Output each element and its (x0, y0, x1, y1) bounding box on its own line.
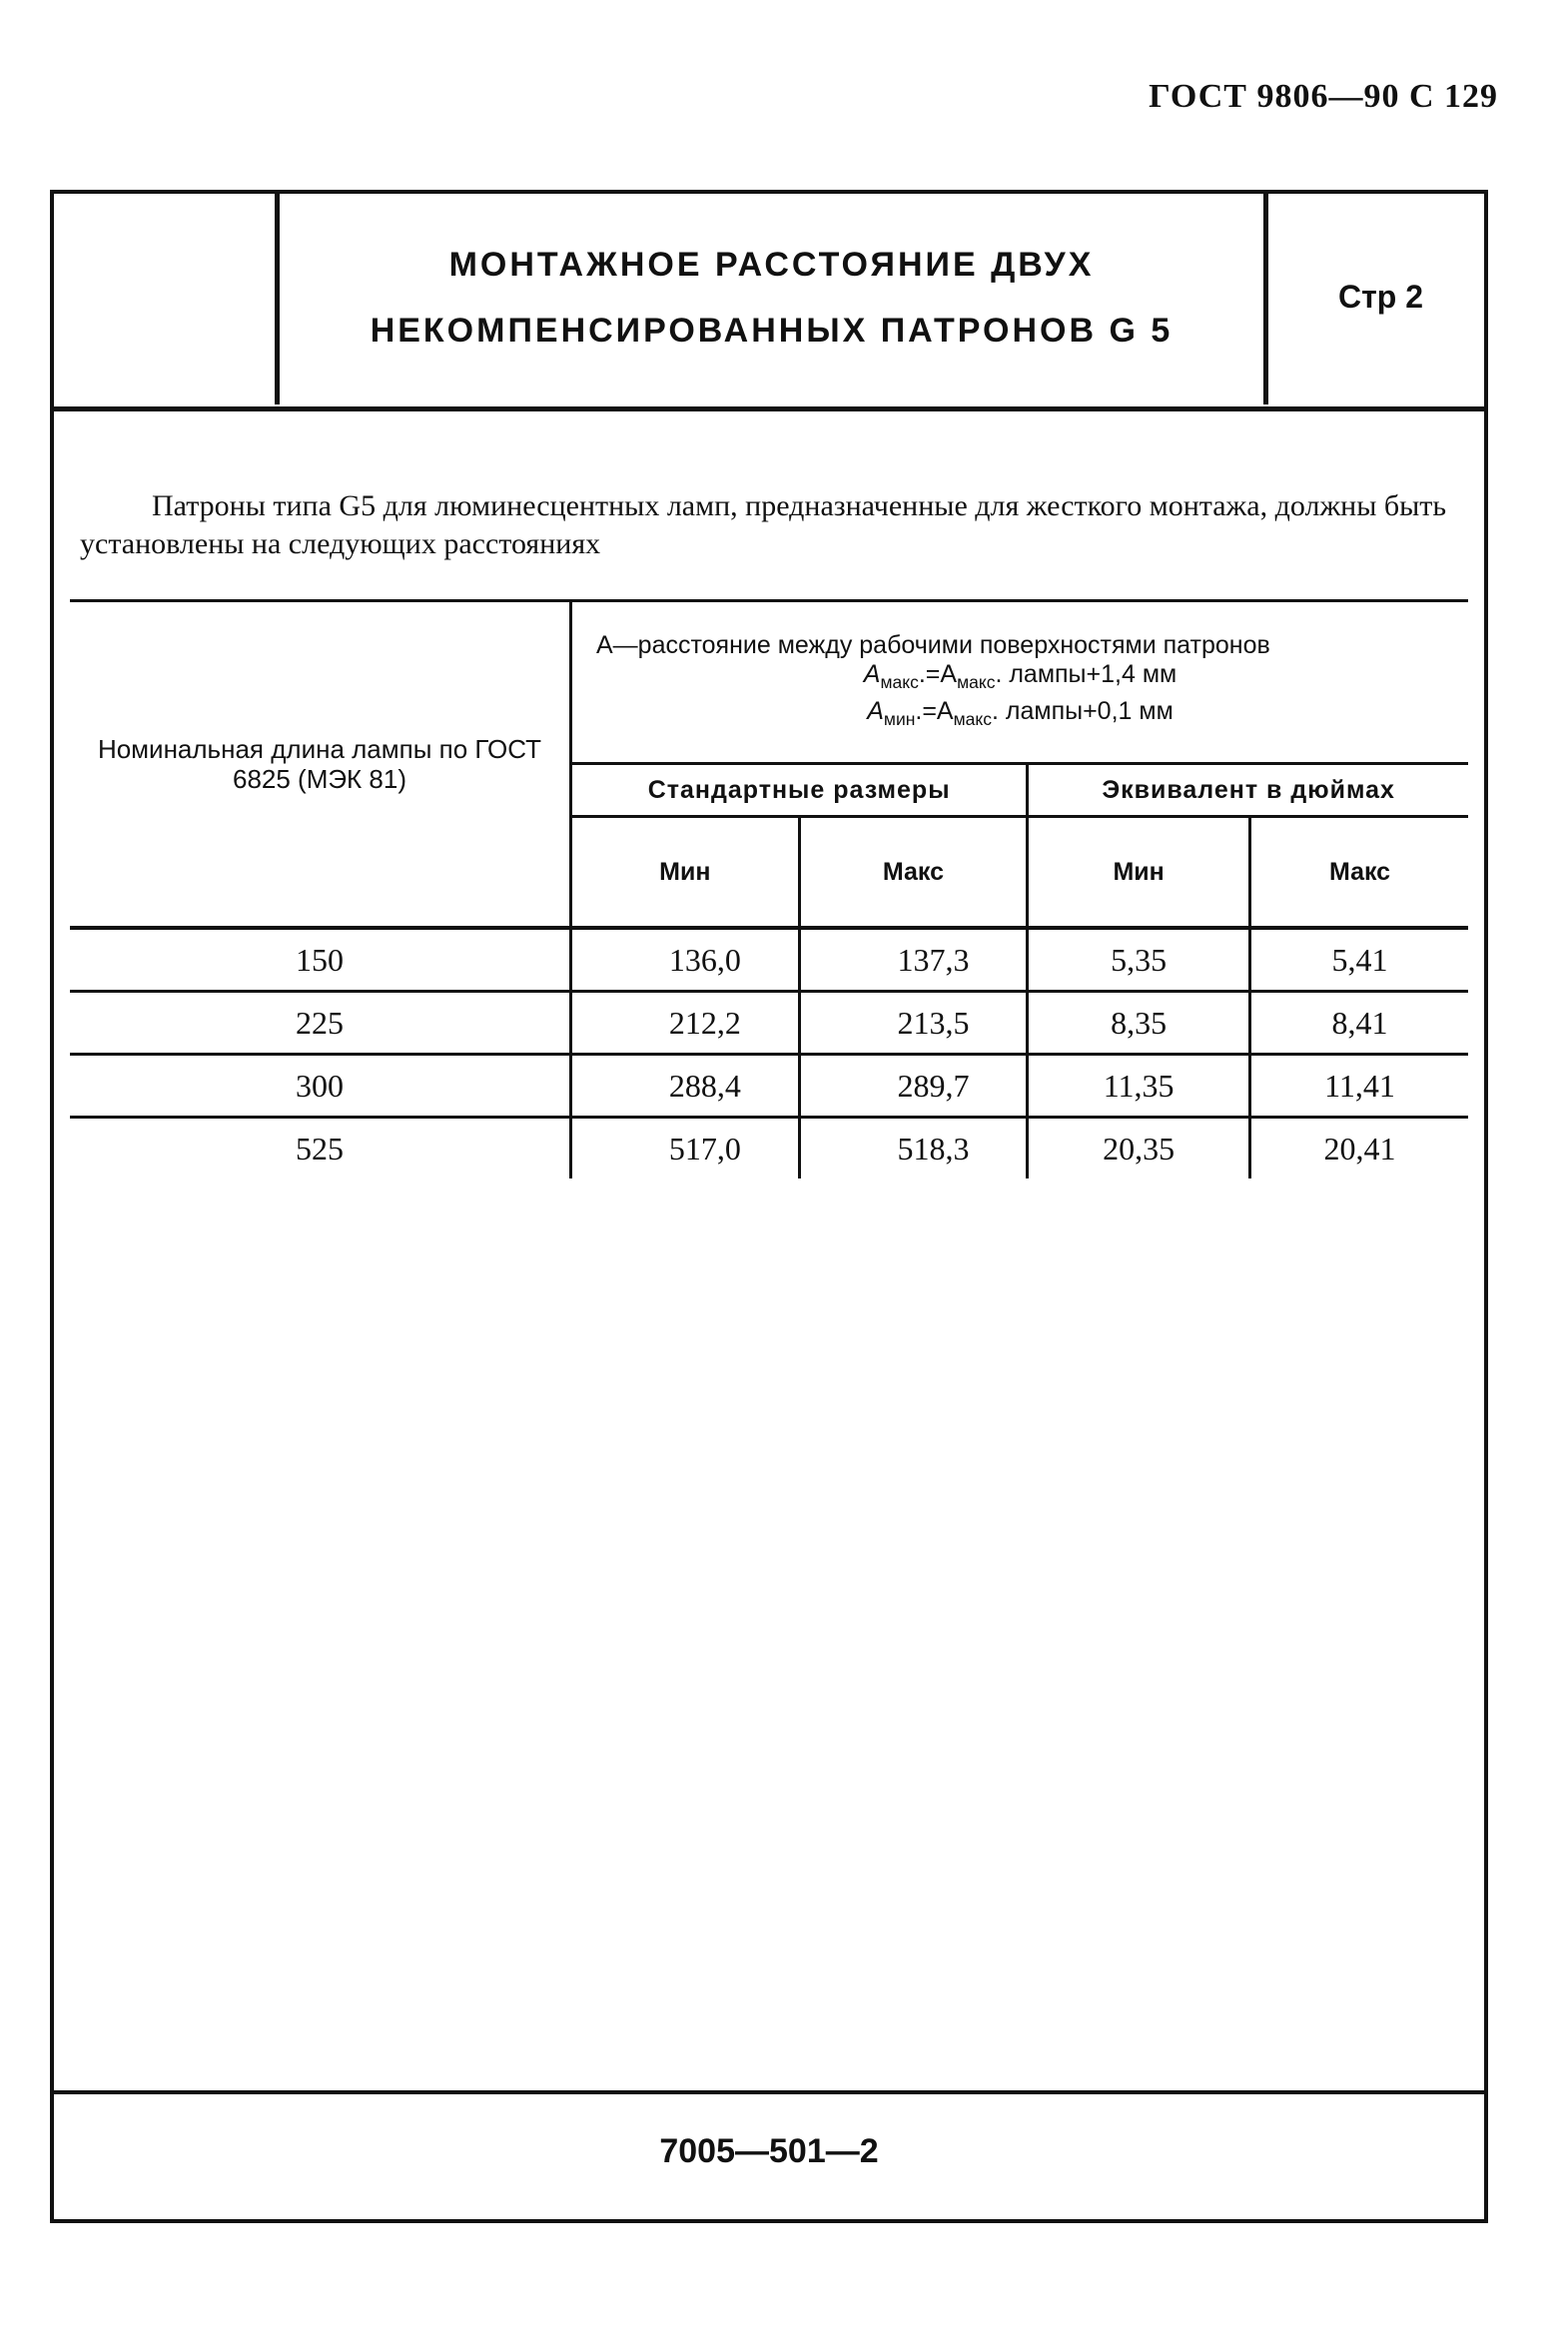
cell-std-min: 288,4 (571, 1055, 800, 1118)
group-inch-equivalent: Эквивалент в дюймах (1028, 764, 1468, 817)
sub-header-in-max: Макс (1328, 857, 1391, 886)
group-standard-sizes: Стандартные размеры (571, 764, 1028, 817)
cell-in-max: 20,41 (1250, 1118, 1468, 1179)
title-block-left-cell (50, 190, 280, 404)
cell-std-max: 213,5 (799, 992, 1028, 1055)
mounting-distance-table (70, 599, 1468, 1178)
title-block-title (280, 190, 1268, 404)
page-header-reference: ГОСТ 9806—90 С 129 (1149, 78, 1498, 115)
cell-length: 525 (70, 1118, 571, 1179)
cell-std-max: 518,3 (799, 1118, 1028, 1179)
cell-in-max: 11,41 (1250, 1055, 1468, 1118)
a-distance-header (571, 601, 1469, 764)
a-min-formula: $А_{мин}.=А_{макс}$. лампы+0,1 мм (867, 696, 1174, 729)
row-header-lamp-length: Номинальная длина лампы по ГОСТ 6825 (МЭК 81) (70, 601, 571, 929)
table-row (70, 992, 1468, 1055)
intro-paragraph: Патроны типа G5 для люминесцентных ламп, предназначенные для жесткого монтажа, должны быть установлены на следующих расстояниях (80, 489, 1447, 560)
footer-doc-code: 7005—501—2 (659, 2132, 879, 2170)
sub-header-std-max: Макс (799, 817, 1028, 929)
sub-header-in-min: Мин (1028, 817, 1250, 929)
title-block (50, 190, 1488, 411)
title-line-1: МОНТАЖНОЕ РАССТОЯНИЕ ДВУХ (448, 245, 1095, 284)
a-distance-definition: А—расстояние между рабочими поверхностями патронов (596, 630, 1270, 659)
cell-length: 150 (70, 928, 571, 992)
a-max-formula: $А_{макс}.=А_{макс}$. лампы+1,4 мм (863, 659, 1177, 692)
cell-in-min: 20,35 (1028, 1118, 1250, 1179)
cell-std-min: 136,0 (571, 928, 800, 992)
title-block-page-label: Стр 2 (1337, 279, 1423, 315)
footer-top-border (50, 2090, 1488, 2094)
cell-in-min: 5,35 (1028, 928, 1250, 992)
cell-std-min: 212,2 (571, 992, 800, 1055)
table-row (70, 1055, 1468, 1118)
cell-std-min: 517,0 (571, 1118, 800, 1179)
cell-length: 300 (70, 1055, 571, 1118)
table-row (70, 928, 1468, 992)
title-line-2: НЕКОМПЕНСИРОВАННЫХ ПАТРОНОВ G 5 (370, 311, 1174, 350)
cell-std-max: 289,7 (799, 1055, 1028, 1118)
cell-std-max: 137,3 (799, 928, 1028, 992)
footer-bottom-border (50, 2219, 1488, 2223)
cell-in-max: 8,41 (1250, 992, 1468, 1055)
cell-length: 225 (70, 992, 571, 1055)
cell-in-max: 5,41 (1250, 928, 1468, 992)
sub-header-std-min: Мин (571, 817, 800, 929)
cell-in-min: 8,35 (1028, 992, 1250, 1055)
table-row (70, 1118, 1468, 1179)
cell-in-min: 11,35 (1028, 1055, 1250, 1118)
